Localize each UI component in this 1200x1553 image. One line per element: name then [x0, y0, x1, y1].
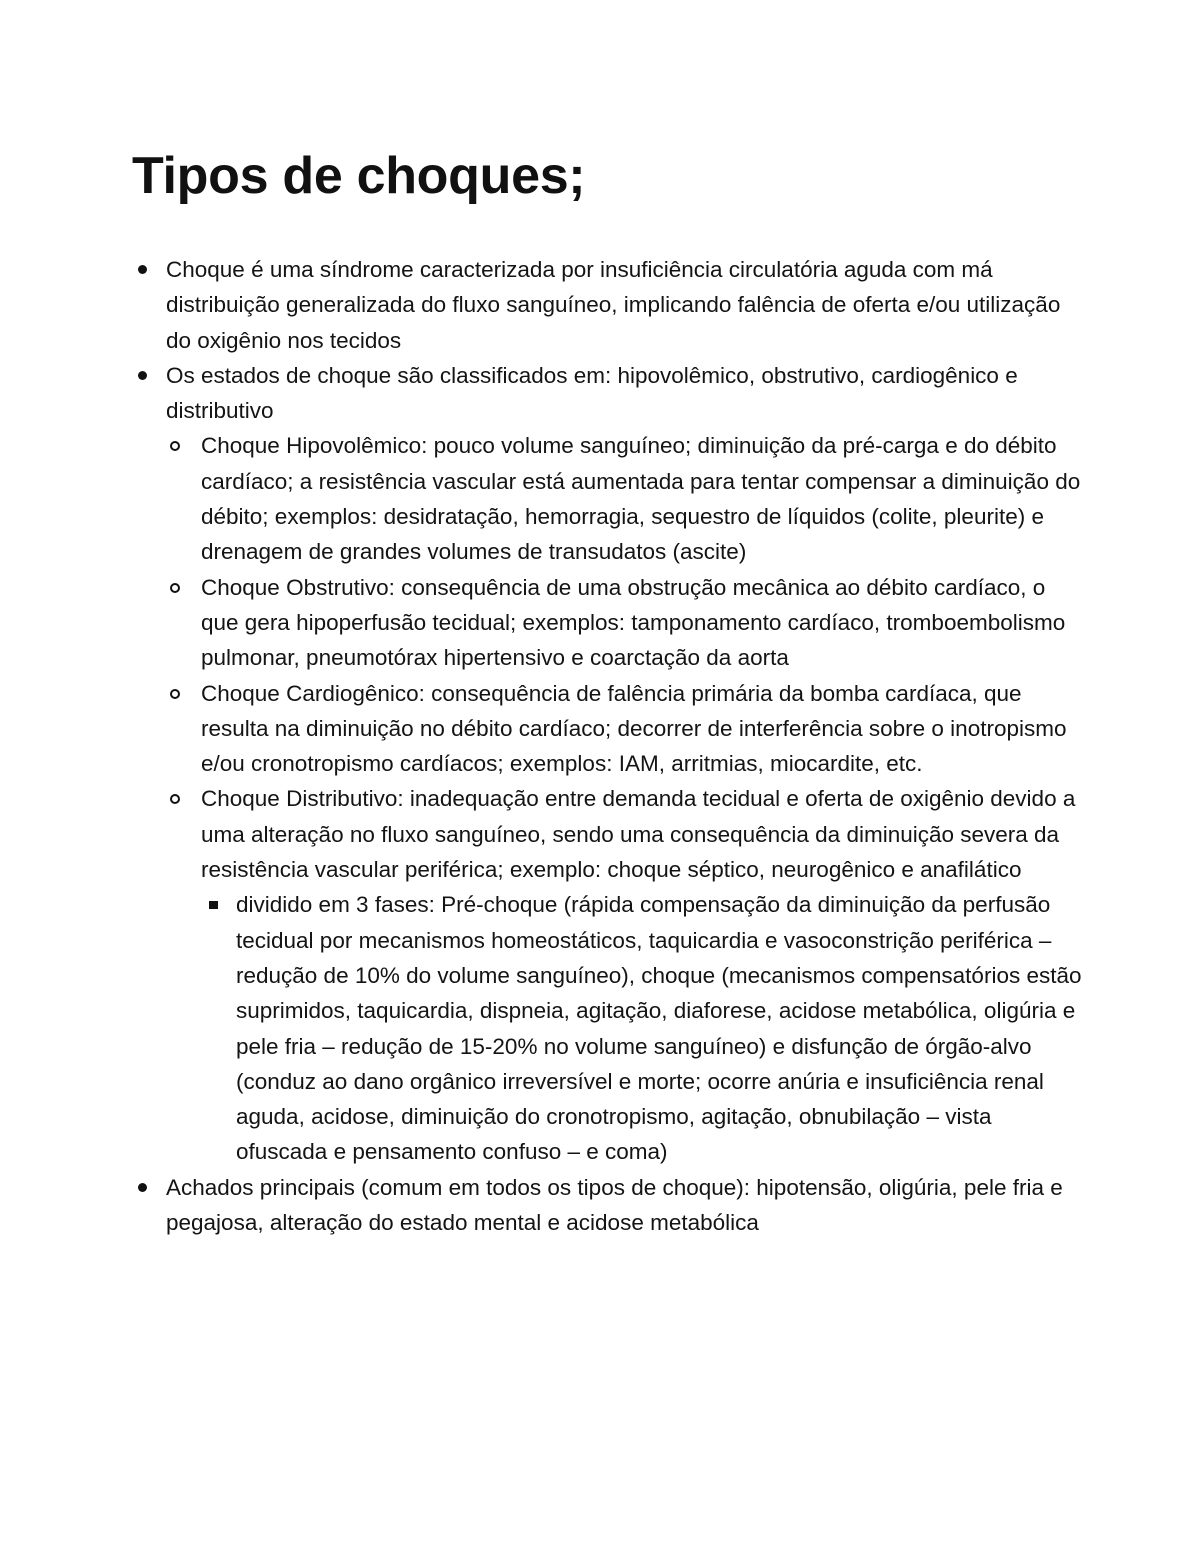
bullet-square-icon: [209, 901, 218, 909]
bullet-circle-icon: [170, 689, 180, 699]
list-item: [132, 252, 1082, 358]
nested-bullet-list: [201, 887, 1082, 1169]
list-item-text: Choque Hipovolêmico: pouco volume sanguíneo; diminuição da pré-carga e do débito cardíaco; a resistência vascular está aumentada para tentar compensar a diminuição do débito; exemplos: desidratação, hemorragia, sequestro de líquidos (colite, pleurite) e drenagem de grandes volumes de transudatos (ascite): [201, 433, 1081, 565]
list-item: [166, 781, 1082, 1169]
document-body: [132, 252, 1082, 1240]
list-item: [132, 1170, 1082, 1241]
list-item-text: Os estados de choque são classificados em: hipovolêmico, obstrutivo, cardiogênico e distributivo: [166, 362, 1018, 424]
list-item-text: Choque Obstrutivo: consequência de uma obstrução mecânica ao débito cardíaco, o que gera hipoperfusão tecidual; exemplos: tamponamento cardíaco, tromboembolismo pulmonar, pneumotórax hipertensivo e coarctação da aorta: [201, 574, 1066, 671]
bullet-circle-icon: [170, 583, 180, 593]
bullet-disc-icon: [138, 371, 147, 380]
bullet-circle-icon: [170, 441, 180, 451]
list-item-text: Choque é uma síndrome caracterizada por insuficiência circulatória aguda com má distribuição generalizada do fluxo sanguíneo, implicando falência de oferta e/ou utilização do oxigênio nos tecidos: [166, 257, 1061, 353]
list-item-text: dividido em 3 fases: Pré-choque (rápida compensação da diminuição da perfusão tecidual por mecanismos homeostáticos, taquicardia e vasoconstrição periférica – redução de 10% do volume sanguíneo), choque (mecanismos compensatórios estão suprimidos, taquicardia, dispneia, agitação, diaforese, acidose metabólica, oligúria e pele fria – redução de 15-20% no volume sanguíneo) e disfunção de órgão-alvo (conduz ao dano orgânico irreversível e morte; ocorre anúria e insuficiência renal aguda, acidose, diminuição do cronotropismo, agitação, obnubilação – vista ofuscada e pensamento confuso – e coma): [236, 892, 1082, 1165]
bullet-list: [132, 252, 1082, 1240]
list-item: [132, 358, 1082, 1170]
list-item-text: Achados principais (comum em todos os tipos de choque): hipotensão, oligúria, pele fria e pegajosa, alteração do estado mental e acidose metabólica: [166, 1174, 1063, 1236]
list-item: [201, 887, 1082, 1169]
bullet-disc-icon: [138, 265, 147, 274]
bullet-circle-icon: [170, 794, 180, 804]
list-item: [166, 570, 1082, 676]
list-item-text: Choque Cardiogênico: consequência de falência primária da bomba cardíaca, que resulta na diminuição no débito cardíaco; decorrer de interferência sobre o inotropismo e/ou cronotropismo cardíacos; exemplos: IAM, arritmias, miocardite, etc.: [201, 680, 1067, 777]
list-item: [166, 676, 1082, 782]
nested-bullet-list: [166, 428, 1082, 1169]
page-title: Tipos de choques;: [132, 147, 586, 205]
bullet-disc-icon: [138, 1183, 147, 1192]
list-item: [166, 428, 1082, 569]
list-item-text: Choque Distributivo: inadequação entre demanda tecidual e oferta de oxigênio devido a uma alteração no fluxo sanguíneo, sendo uma consequência da diminuição severa da resistência vascular periférica; exemplo: choque séptico, neurogênico e anafilático: [201, 786, 1076, 883]
